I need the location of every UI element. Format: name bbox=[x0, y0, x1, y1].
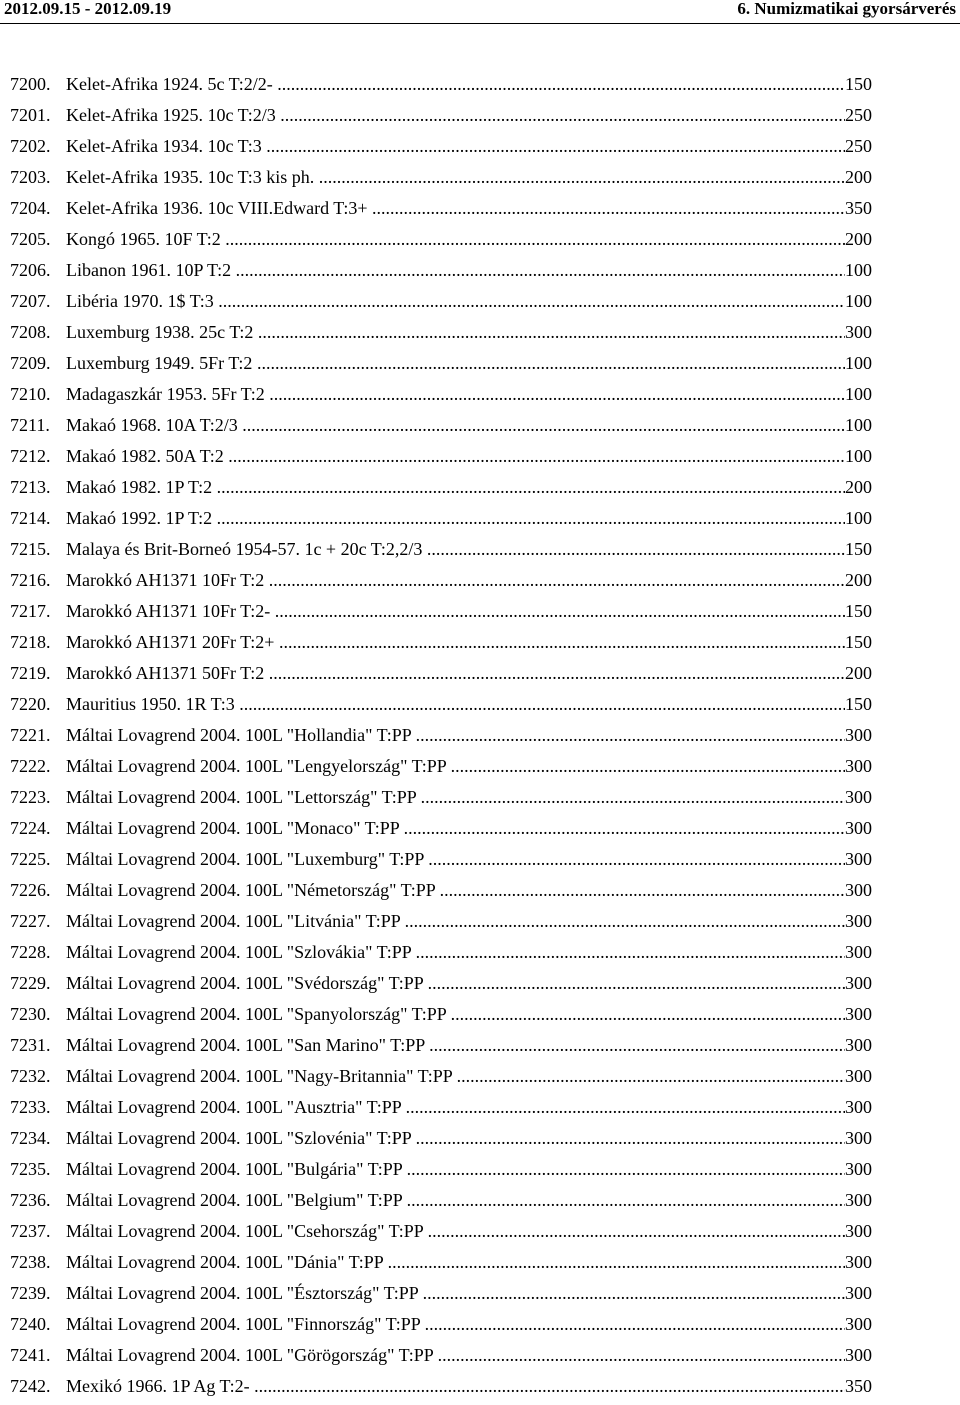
lot-row bbox=[10, 971, 872, 1002]
lot-number: 7206. bbox=[10, 260, 51, 280]
lot-description: Máltai Lovagrend 2004. 100L "Svédország" T:PP ..... bbox=[66, 973, 871, 993]
lot-description-cell bbox=[66, 1157, 871, 1181]
lot-description: Máltai Lovagrend 2004. 100L "Hollandia" T:PP ..... bbox=[66, 725, 871, 745]
lot-number: 7225. bbox=[10, 849, 51, 869]
lot-description-cell bbox=[66, 1374, 871, 1398]
lot-description-cell bbox=[66, 289, 871, 313]
lot-starting-price: 350 bbox=[845, 1376, 872, 1396]
lot-description: Máltai Lovagrend 2004. 100L "Luxemburg" T:PP ..... bbox=[66, 849, 871, 869]
lot-row bbox=[10, 1312, 872, 1343]
lot-starting-price: 300 bbox=[845, 1221, 872, 1241]
lot-starting-price: 300 bbox=[845, 911, 872, 931]
lot-number: 7205. bbox=[10, 229, 51, 249]
lot-starting-price: 100 bbox=[845, 415, 872, 435]
lot-row bbox=[10, 475, 872, 506]
lot-row bbox=[10, 661, 872, 692]
lot-description: Máltai Lovagrend 2004. 100L "Lengyelország" T:PP ..... bbox=[66, 756, 871, 776]
lot-starting-price: 250 bbox=[845, 136, 872, 156]
lot-description: Marokkó AH1371 20Fr T:2+ ..... bbox=[66, 632, 871, 652]
lot-description-cell bbox=[66, 103, 871, 127]
lot-row bbox=[10, 320, 872, 351]
lot-description-cell bbox=[66, 1126, 871, 1150]
lot-starting-price: 150 bbox=[845, 539, 872, 559]
lot-description-cell bbox=[66, 196, 871, 220]
lot-starting-price: 300 bbox=[845, 1097, 872, 1117]
lot-description: Madagaszkár 1953. 5Fr T:2 ..... bbox=[66, 384, 871, 404]
lot-description-cell bbox=[66, 630, 871, 654]
lot-starting-price: 300 bbox=[845, 973, 872, 993]
lot-description: Kelet-Afrika 1924. 5c T:2/2- ..... bbox=[66, 74, 871, 94]
lot-starting-price: 100 bbox=[845, 508, 872, 528]
header-divider bbox=[0, 23, 960, 24]
lot-row bbox=[10, 351, 872, 382]
lot-starting-price: 350 bbox=[845, 198, 872, 218]
lot-row bbox=[10, 630, 872, 661]
lot-row bbox=[10, 1126, 872, 1157]
lot-description-cell bbox=[66, 165, 871, 189]
lot-number: 7210. bbox=[10, 384, 51, 404]
lot-starting-price: 100 bbox=[845, 446, 872, 466]
lot-number: 7207. bbox=[10, 291, 51, 311]
lot-number: 7232. bbox=[10, 1066, 51, 1086]
lot-number: 7238. bbox=[10, 1252, 51, 1272]
lot-description-cell bbox=[66, 754, 871, 778]
lot-number: 7218. bbox=[10, 632, 51, 652]
lot-row bbox=[10, 413, 872, 444]
lot-number: 7219. bbox=[10, 663, 51, 683]
lot-description: Marokkó AH1371 10Fr T:2- ..... bbox=[66, 601, 871, 621]
lot-description: Máltai Lovagrend 2004. 100L "Szlovákia" T:PP ..... bbox=[66, 942, 871, 962]
lot-description-cell bbox=[66, 258, 871, 282]
page-header bbox=[0, 0, 960, 24]
lot-starting-price: 300 bbox=[845, 880, 872, 900]
lot-number: 7203. bbox=[10, 167, 51, 187]
lot-row bbox=[10, 1188, 872, 1219]
lot-starting-price: 300 bbox=[845, 322, 872, 342]
lot-row bbox=[10, 1095, 872, 1126]
lot-description-cell bbox=[66, 1250, 871, 1274]
lot-description-cell bbox=[66, 878, 871, 902]
lot-number: 7200. bbox=[10, 74, 51, 94]
lot-description: Máltai Lovagrend 2004. 100L "Lettország" T:PP ..... bbox=[66, 787, 871, 807]
lot-number: 7214. bbox=[10, 508, 51, 528]
lot-number: 7213. bbox=[10, 477, 51, 497]
lot-starting-price: 250 bbox=[845, 105, 872, 125]
lot-number: 7204. bbox=[10, 198, 51, 218]
lot-number: 7231. bbox=[10, 1035, 51, 1055]
lot-starting-price: 100 bbox=[845, 291, 872, 311]
lot-starting-price: 300 bbox=[845, 1190, 872, 1210]
lot-description-cell bbox=[66, 1064, 871, 1088]
lot-list bbox=[10, 72, 872, 1405]
lot-description-cell bbox=[66, 692, 871, 716]
lot-starting-price: 200 bbox=[845, 663, 872, 683]
lot-number: 7216. bbox=[10, 570, 51, 590]
lot-description: Máltai Lovagrend 2004. 100L "Monaco" T:PP ..... bbox=[66, 818, 871, 838]
lot-description: Kelet-Afrika 1934. 10c T:3 ..... bbox=[66, 136, 871, 156]
lot-row bbox=[10, 1033, 872, 1064]
lot-description-cell bbox=[66, 723, 871, 747]
lot-row bbox=[10, 568, 872, 599]
lot-description-cell bbox=[66, 971, 871, 995]
lot-row bbox=[10, 1157, 872, 1188]
lot-starting-price: 100 bbox=[845, 260, 872, 280]
lot-number: 7220. bbox=[10, 694, 51, 714]
lot-number: 7222. bbox=[10, 756, 51, 776]
lot-description-cell bbox=[66, 816, 871, 840]
auction-section-title: 6. Numizmatikai gyorsárverés bbox=[737, 0, 956, 18]
lot-starting-price: 150 bbox=[845, 74, 872, 94]
lot-starting-price: 300 bbox=[845, 1283, 872, 1303]
lot-number: 7240. bbox=[10, 1314, 51, 1334]
lot-row bbox=[10, 909, 872, 940]
lot-description: Mauritius 1950. 1R T:3 ..... bbox=[66, 694, 871, 714]
lot-starting-price: 300 bbox=[845, 849, 872, 869]
lot-starting-price: 300 bbox=[845, 1004, 872, 1024]
lot-row bbox=[10, 816, 872, 847]
lot-row bbox=[10, 1002, 872, 1033]
lot-description: Máltai Lovagrend 2004. 100L "Nagy-Britannia" T:PP ..... bbox=[66, 1066, 871, 1086]
lot-number: 7237. bbox=[10, 1221, 51, 1241]
lot-starting-price: 200 bbox=[845, 570, 872, 590]
lot-description-cell bbox=[66, 940, 871, 964]
lot-row bbox=[10, 72, 872, 103]
lot-starting-price: 150 bbox=[845, 601, 872, 621]
lot-starting-price: 300 bbox=[845, 942, 872, 962]
lot-row bbox=[10, 940, 872, 971]
lot-number: 7224. bbox=[10, 818, 51, 838]
lot-number: 7202. bbox=[10, 136, 51, 156]
lot-row bbox=[10, 506, 872, 537]
lot-starting-price: 300 bbox=[845, 818, 872, 838]
lot-number: 7226. bbox=[10, 880, 51, 900]
lot-description: Luxemburg 1949. 5Fr T:2 ..... bbox=[66, 353, 871, 373]
lot-row bbox=[10, 1219, 872, 1250]
lot-starting-price: 200 bbox=[845, 167, 872, 187]
lot-starting-price: 100 bbox=[845, 384, 872, 404]
lot-starting-price: 300 bbox=[845, 1159, 872, 1179]
lot-description-cell bbox=[66, 847, 871, 871]
lot-row bbox=[10, 1064, 872, 1095]
lot-number: 7239. bbox=[10, 1283, 51, 1303]
lot-number: 7208. bbox=[10, 322, 51, 342]
lot-description-cell bbox=[66, 1188, 871, 1212]
lot-description: Makaó 1992. 1P T:2 ..... bbox=[66, 508, 871, 528]
lot-description: Máltai Lovagrend 2004. 100L "Spanyolország" T:PP ..... bbox=[66, 1004, 871, 1024]
lot-description-cell bbox=[66, 320, 871, 344]
lot-row bbox=[10, 258, 872, 289]
lot-description: Máltai Lovagrend 2004. 100L "Finnország" T:PP ..... bbox=[66, 1314, 871, 1334]
lot-description-cell bbox=[66, 1033, 871, 1057]
lot-description-cell bbox=[66, 1343, 871, 1367]
lot-number: 7201. bbox=[10, 105, 51, 125]
lot-row bbox=[10, 537, 872, 568]
lot-description-cell bbox=[66, 1219, 871, 1243]
lot-starting-price: 300 bbox=[845, 787, 872, 807]
lot-row bbox=[10, 196, 872, 227]
lot-description-cell bbox=[66, 413, 871, 437]
lot-description: Makaó 1968. 10A T:2/3 ..... bbox=[66, 415, 871, 435]
lot-number: 7221. bbox=[10, 725, 51, 745]
lot-description-cell bbox=[66, 506, 871, 530]
lot-description: Máltai Lovagrend 2004. 100L "Csehország" T:PP ..... bbox=[66, 1221, 871, 1241]
lot-row bbox=[10, 599, 872, 630]
lot-description-cell bbox=[66, 351, 871, 375]
lot-row bbox=[10, 1250, 872, 1281]
lot-number: 7229. bbox=[10, 973, 51, 993]
lot-number: 7234. bbox=[10, 1128, 51, 1148]
lot-description: Máltai Lovagrend 2004. 100L "Ausztria" T:PP ..... bbox=[66, 1097, 871, 1117]
lot-description: Luxemburg 1938. 25c T:2 ..... bbox=[66, 322, 871, 342]
lot-description: Libéria 1970. 1$ T:3 ..... bbox=[66, 291, 871, 311]
lot-description-cell bbox=[66, 475, 871, 499]
lot-number: 7211. bbox=[10, 415, 50, 435]
lot-description: Máltai Lovagrend 2004. 100L "Észtország" T:PP ..... bbox=[66, 1283, 871, 1303]
lot-description: Máltai Lovagrend 2004. 100L "Belgium" T:PP ..... bbox=[66, 1190, 871, 1210]
lot-description-cell bbox=[66, 134, 871, 158]
lot-row bbox=[10, 382, 872, 413]
lot-number: 7230. bbox=[10, 1004, 51, 1024]
lot-starting-price: 300 bbox=[845, 1066, 872, 1086]
lot-description-cell bbox=[66, 785, 871, 809]
lot-description-cell bbox=[66, 599, 871, 623]
lot-description: Kongó 1965. 10F T:2 ..... bbox=[66, 229, 871, 249]
lot-starting-price: 150 bbox=[845, 694, 872, 714]
lot-number: 7228. bbox=[10, 942, 51, 962]
lot-row bbox=[10, 227, 872, 258]
lot-row bbox=[10, 1281, 872, 1312]
lot-description: Marokkó AH1371 50Fr T:2 ..... bbox=[66, 663, 871, 683]
lot-number: 7215. bbox=[10, 539, 51, 559]
lot-description: Malaya és Brit-Borneó 1954-57. 1c + 20c T:2,2/3 ..... bbox=[66, 539, 871, 559]
lot-description: Máltai Lovagrend 2004. 100L "Németország" T:PP ..... bbox=[66, 880, 871, 900]
lot-description: Makaó 1982. 50A T:2 ..... bbox=[66, 446, 871, 466]
lot-row bbox=[10, 1343, 872, 1374]
lot-description: Máltai Lovagrend 2004. 100L "Litvánia" T:PP ..... bbox=[66, 911, 871, 931]
lot-description: Mexikó 1966. 1P Ag T:2- ..... bbox=[66, 1376, 871, 1396]
lot-description-cell bbox=[66, 1281, 871, 1305]
lot-row bbox=[10, 165, 872, 196]
lot-description-cell bbox=[66, 444, 871, 468]
lot-description: Libanon 1961. 10P T:2 ..... bbox=[66, 260, 871, 280]
lot-description-cell bbox=[66, 1312, 871, 1336]
lot-description-cell bbox=[66, 661, 871, 685]
lot-description: Kelet-Afrika 1936. 10c VIII.Edward T:3+ ..... bbox=[66, 198, 871, 218]
lot-description: Máltai Lovagrend 2004. 100L "Szlovénia" T:PP ..... bbox=[66, 1128, 871, 1148]
lot-row bbox=[10, 878, 872, 909]
lot-row bbox=[10, 723, 872, 754]
lot-description: Máltai Lovagrend 2004. 100L "San Marino" T:PP ..... bbox=[66, 1035, 871, 1055]
lot-starting-price: 300 bbox=[845, 756, 872, 776]
lot-starting-price: 300 bbox=[845, 1252, 872, 1272]
lot-row bbox=[10, 847, 872, 878]
lot-row bbox=[10, 103, 872, 134]
lot-description: Máltai Lovagrend 2004. 100L "Görögország" T:PP ..... bbox=[66, 1345, 871, 1365]
lot-description-cell bbox=[66, 72, 871, 96]
lot-starting-price: 300 bbox=[845, 1345, 872, 1365]
lot-description-cell bbox=[66, 568, 871, 592]
lot-description: Máltai Lovagrend 2004. 100L "Dánia" T:PP ..... bbox=[66, 1252, 871, 1272]
lot-number: 7217. bbox=[10, 601, 51, 621]
lot-row bbox=[10, 444, 872, 475]
lot-starting-price: 300 bbox=[845, 1128, 872, 1148]
lot-starting-price: 300 bbox=[845, 725, 872, 745]
lot-row bbox=[10, 1374, 872, 1405]
lot-description-cell bbox=[66, 1002, 871, 1026]
lot-row bbox=[10, 785, 872, 816]
lot-description-cell bbox=[66, 382, 871, 406]
lot-number: 7236. bbox=[10, 1190, 51, 1210]
lot-number: 7242. bbox=[10, 1376, 51, 1396]
lot-description: Kelet-Afrika 1935. 10c T:3 kis ph. ..... bbox=[66, 167, 871, 187]
auction-date-range: 2012.09.15 - 2012.09.19 bbox=[4, 0, 172, 18]
lot-number: 7223. bbox=[10, 787, 51, 807]
lot-starting-price: 150 bbox=[845, 632, 872, 652]
lot-description: Marokkó AH1371 10Fr T:2 ..... bbox=[66, 570, 871, 590]
lot-starting-price: 300 bbox=[845, 1314, 872, 1334]
lot-starting-price: 100 bbox=[845, 353, 872, 373]
lot-starting-price: 200 bbox=[845, 229, 872, 249]
lot-description: Makaó 1982. 1P T:2 ..... bbox=[66, 477, 871, 497]
lot-number: 7212. bbox=[10, 446, 51, 466]
lot-number: 7233. bbox=[10, 1097, 51, 1117]
lot-description: Kelet-Afrika 1925. 10c T:2/3 ..... bbox=[66, 105, 871, 125]
lot-description-cell bbox=[66, 909, 871, 933]
lot-row bbox=[10, 289, 872, 320]
lot-number: 7235. bbox=[10, 1159, 51, 1179]
lot-row bbox=[10, 134, 872, 165]
lot-description: Máltai Lovagrend 2004. 100L "Bulgária" T:PP ..... bbox=[66, 1159, 871, 1179]
lot-description-cell bbox=[66, 537, 871, 561]
lot-row bbox=[10, 754, 872, 785]
lot-description-cell bbox=[66, 227, 871, 251]
lot-number: 7209. bbox=[10, 353, 51, 373]
lot-number: 7241. bbox=[10, 1345, 51, 1365]
lot-number: 7227. bbox=[10, 911, 51, 931]
lot-starting-price: 200 bbox=[845, 477, 872, 497]
lot-description-cell bbox=[66, 1095, 871, 1119]
lot-starting-price: 300 bbox=[845, 1035, 872, 1055]
lot-row bbox=[10, 692, 872, 723]
